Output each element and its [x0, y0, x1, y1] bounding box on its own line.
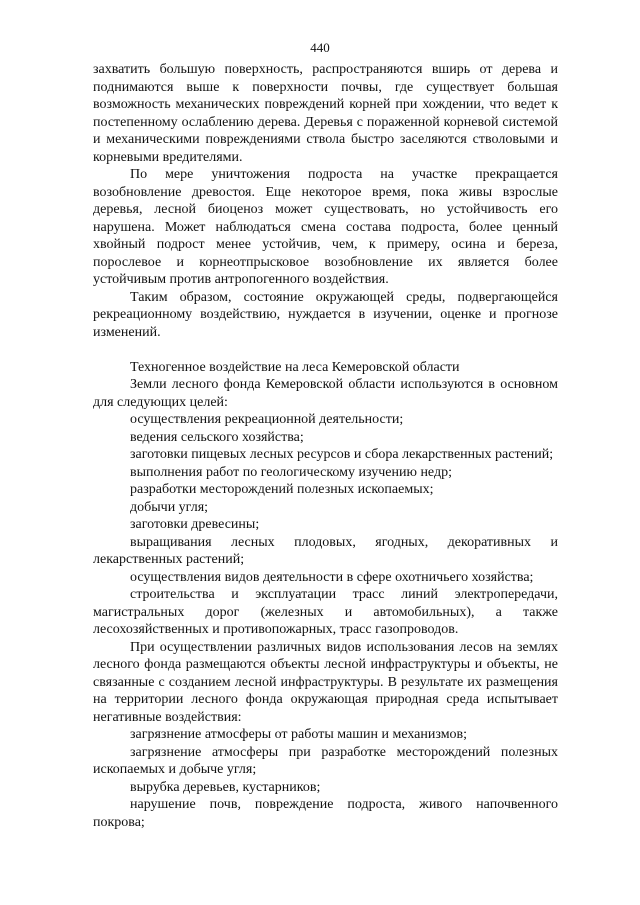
paragraph-conclusion: Таким образом, состояние окружающей среды, подвергающейся рекреационному воздействию, нуждается в изучении, оценке и прогнозе изменений. — [93, 289, 558, 340]
body-text — [93, 61, 558, 831]
paragraph-land-use-intro: Земли лесного фонда Кемеровской области используются в основном для следующих целей: — [93, 377, 558, 410]
paragraph-continuation: захватить большую поверхность, распространяются вширь от дерева и поднимаются выше к поверхности почвы, где существует большая возможность механических повреждений корней при хождении, что ведет к постепенному ослаблению дерева. Деревья с пораженной корневой системой и механическими повреждениями ствола быстро заселяются стволовыми и корневыми вредителями. — [93, 62, 558, 165]
list-item: добычи угля; — [130, 499, 209, 515]
page-number: 440 — [310, 40, 330, 55]
list-item: заготовки пищевых лесных ресурсов и сбора лекарственных растений; — [130, 447, 554, 462]
section-heading: Техногенное воздействие на леса Кемеровской области — [130, 359, 460, 375]
list-item: нарушение почв, повреждение подроста, живого напочвенного покрова; — [93, 797, 558, 830]
list-item: выращивания лесных плодовых, ягодных, декоративных и лекарственных растений; — [93, 534, 558, 567]
paragraph-undergrowth: По мере уничтожения подроста на участке прекращается возобновление древостоя. Еще некоторое время, пока живы взрослые деревья, лесной биоценоз может существовать, но устойчивость его нарушена. Может наблюдаться смена состава подроста, более ценный хвойный подрост менее устойчив, чем, к примеру, осина и береза, порослевое и корнеотпрысковое возобновление их является более устойчивым против антропогенного воздействия. — [93, 167, 558, 287]
paragraph-infrastructure: При осуществлении различных видов использования лесов на землях лесного фонда размещаются объекты лесной инфраструктуры и объекты, не связанные с созданием лесной инфраструктуры. В результате их размещения на территории лесного фонда окружающая природная среда испытывает негативные воздействия: — [93, 639, 558, 725]
list-item: осуществления видов деятельности в сфере охотничьего хозяйства; — [130, 569, 534, 585]
list-item: строительства и эксплуатации трасс линий электропередачи, магистральных дорог (железных и автомобильных), а также лесохозяйственных и противопожарных, трасс газопроводов. — [93, 587, 558, 637]
list-item: вырубка деревьев, кустарников; — [130, 779, 321, 795]
list-item: разработки месторождений полезных ископаемых; — [130, 482, 434, 497]
list-item: выполнения работ по геологическому изучению недр; — [130, 464, 452, 480]
list-item: осуществления рекреационной деятельности; — [130, 412, 404, 427]
list-item: ведения сельского хозяйства; — [130, 429, 304, 445]
list-item: загрязнение атмосферы от работы машин и механизмов; — [130, 727, 468, 742]
list-item: заготовки древесины; — [130, 517, 260, 532]
list-item: загрязнение атмосферы при разработке месторождений полезных ископаемых и добыче угля; — [93, 744, 558, 777]
